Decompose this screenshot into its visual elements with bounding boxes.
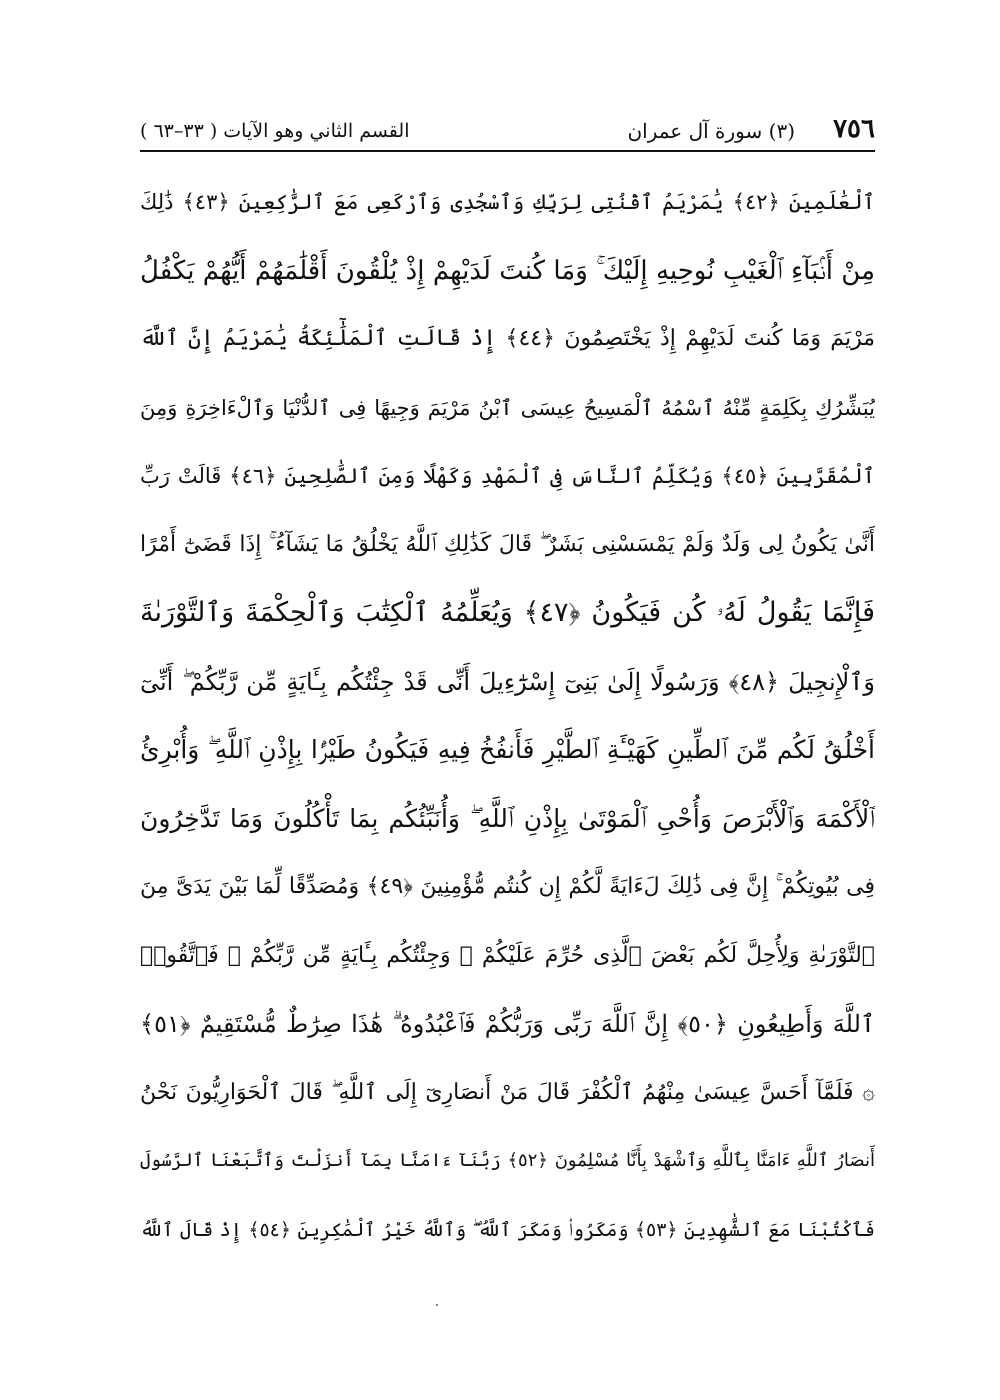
verse-line: ۞ فَلَمَّآ أَحَسَّ عِيسَىٰ مِنْهُمُ ٱلْكُفْرَ قَالَ مَنْ أَنصَارِىٓ إِلَى ٱللَّهِ ۖ قَالَ ٱلْحَوَارِيُّونَ نَحْنُ — [140, 1079, 875, 1105]
verse-line: فِى بُيُوتِكُمْ ۚ إِنَّ فِى ذَٰلِكَ لَءَايَةً لَّكُمْ إِن كُنتُم مُّؤْمِنِينَ ﴿٤٩﴾ وَمُصَدِّقًا لِّمَا بَيْنَ يَدَىَّ مِنَ — [140, 874, 875, 899]
surah-title: (٣) سورة آل عمران — [627, 119, 795, 143]
page-number: ٧٥٦ — [833, 114, 875, 144]
verse-line: ٱلْعَٰلَمِينَ ﴿٤٢﴾ يَٰمَرْيَمُ ٱقْنُتِى لِرَبِّكِ وَٱسْجُدِى وَٱرْكَعِى مَعَ ٱلرَّٰكِعِينَ ﴿٤٣﴾ ذَٰلِكَ — [140, 190, 875, 214]
verse-line: وَٱلْإِنجِيلَ ﴿٤٨﴾ وَرَسُولًا إِلَىٰ بَنِىٓ إِسْرَٰٓءِيلَ أَنِّى قَدْ جِئْتُكُم بِـَٔايَةٍ مِّن رَّبِّكُمْ ۖ أَنِّىٓ — [140, 667, 875, 696]
header-rule — [140, 150, 875, 152]
footer-mark — [436, 1304, 438, 1306]
verse-line: أَنَّىٰ يَكُونُ لِى وَلَدٌ وَلَمْ يَمْسَسْنِى بَشَرٌ ۖ قَالَ كَذَٰلِكِ ٱللَّهُ يَخْلُقُ مَا يَشَآءُ ۚ إِذَا قَضَىٰٓ أَمْرًا — [140, 531, 875, 557]
verse-line: فَٱكْتُبْنَا مَعَ ٱلشَّٰهِدِينَ ﴿٥٣﴾ وَمَكَرُوا۟ وَمَكَرَ ٱللَّهُ ۖ وَٱللَّهُ خَيْرُ ٱلْمَٰكِرِينَ ﴿٥٤﴾ إِذْ قَالَ ٱللَّهُ — [140, 1218, 875, 1241]
verse-line: مَرْيَمَ وَمَا كُنتَ لَدَيْهِمْ إِذْ يَخْتَصِمُونَ ﴿٤٤﴾ إِذْ قَالَتِ ٱلْمَلَٰٓئِكَةُ يَٰمَرْيَمُ إِنَّ ٱللَّهَ — [140, 326, 875, 351]
verse-line: أَخْلُقُ لَكُم مِّنَ ٱلطِّينِ كَهَيْـَٔةِ ٱلطَّيْرِ فَأَنفُخُ فِيهِ فَيَكُونُ طَيْرًۢا بِإِذْنِ ٱللَّهِ ۖ وَأُبْرِئُ — [140, 735, 875, 764]
verse-line: ٱلتَّوْرَىٰةِ وَلِأُحِلَّ لَكُم بَعْضَ ٱلَّذِى حُرِّمَ عَلَيْكُمْ ۚ وَجِئْتُكُم بِـَٔايَةٍ مِّن رَّبِّكُمْ ۖ فَٱتَّقُوا۟ — [140, 942, 875, 968]
verse-text-block — [140, 168, 875, 1264]
verse-line: ٱللَّهَ وَأَطِيعُونِ ﴿٥٠﴾ إِنَّ ٱللَّهَ رَبِّى وَرَبُّكُمْ فَٱعْبُدُوهُ ۗ هَٰذَا صِرَٰطٌ مُّسْتَقِيمٌ ﴿٥١﴾ — [140, 1010, 875, 1038]
running-header — [140, 112, 875, 152]
verse-line: مِنْ أَنۢبَآءِ ٱلْغَيْبِ نُوحِيهِ إِلَيْكَ ۚ وَمَا كُنتَ لَدَيْهِمْ إِذْ يُلْقُونَ أَقْلَٰمَهُمْ أَيُّهُمْ يَكْفُلُ — [140, 255, 875, 286]
verse-line: ٱلْأَكْمَهَ وَٱلْأَبْرَصَ وَأُحْىِ ٱلْمَوْتَىٰ بِإِذْنِ ٱللَّهِ ۖ وَأُنَبِّئُكُم بِمَا تَأْكُلُونَ وَمَا تَدَّخِرُونَ — [140, 803, 875, 833]
verse-line: يُبَشِّرُكِ بِكَلِمَةٍ مِّنْهُ ٱسْمُهُ ٱلْمَسِيحُ عِيسَى ٱبْنُ مَرْيَمَ وَجِيهًا فِى ٱلدُّنْيَا وَٱلْءَاخِرَةِ وَمِنَ — [140, 395, 875, 420]
verse-line: ٱلْمُقَرَّبِينَ ﴿٤٥﴾ وَيُكَلِّمُ ٱلنَّاسَ فِى ٱلْمَهْدِ وَكَهْلًا وَمِنَ ٱلصَّٰلِحِينَ ﴿٤٦﴾ قَالَتْ رَبِّ — [140, 464, 875, 488]
verse-line: أَنصَارُ ٱللَّهِ ءَامَنَّا بِٱللَّهِ وَٱشْهَدْ بِأَنَّا مُسْلِمُونَ ﴿٥٢﴾ رَبَّنَآ ءَامَنَّا بِمَآ أَنزَلْتَ وَٱتَّبَعْنَا ٱلرَّسُولَ — [140, 1150, 875, 1171]
section-label: القسم الثاني وهو الآيات ( ٣٣–٦٣ ) — [140, 120, 410, 142]
verse-line: فَإِنَّمَا يَقُولُ لَهُۥ كُن فَيَكُونُ ﴿٤٧﴾ وَيُعَلِّمُهُ ٱلْكِتَٰبَ وَٱلْحِكْمَةَ وَٱلتَّوْرَىٰةَ — [140, 597, 875, 628]
